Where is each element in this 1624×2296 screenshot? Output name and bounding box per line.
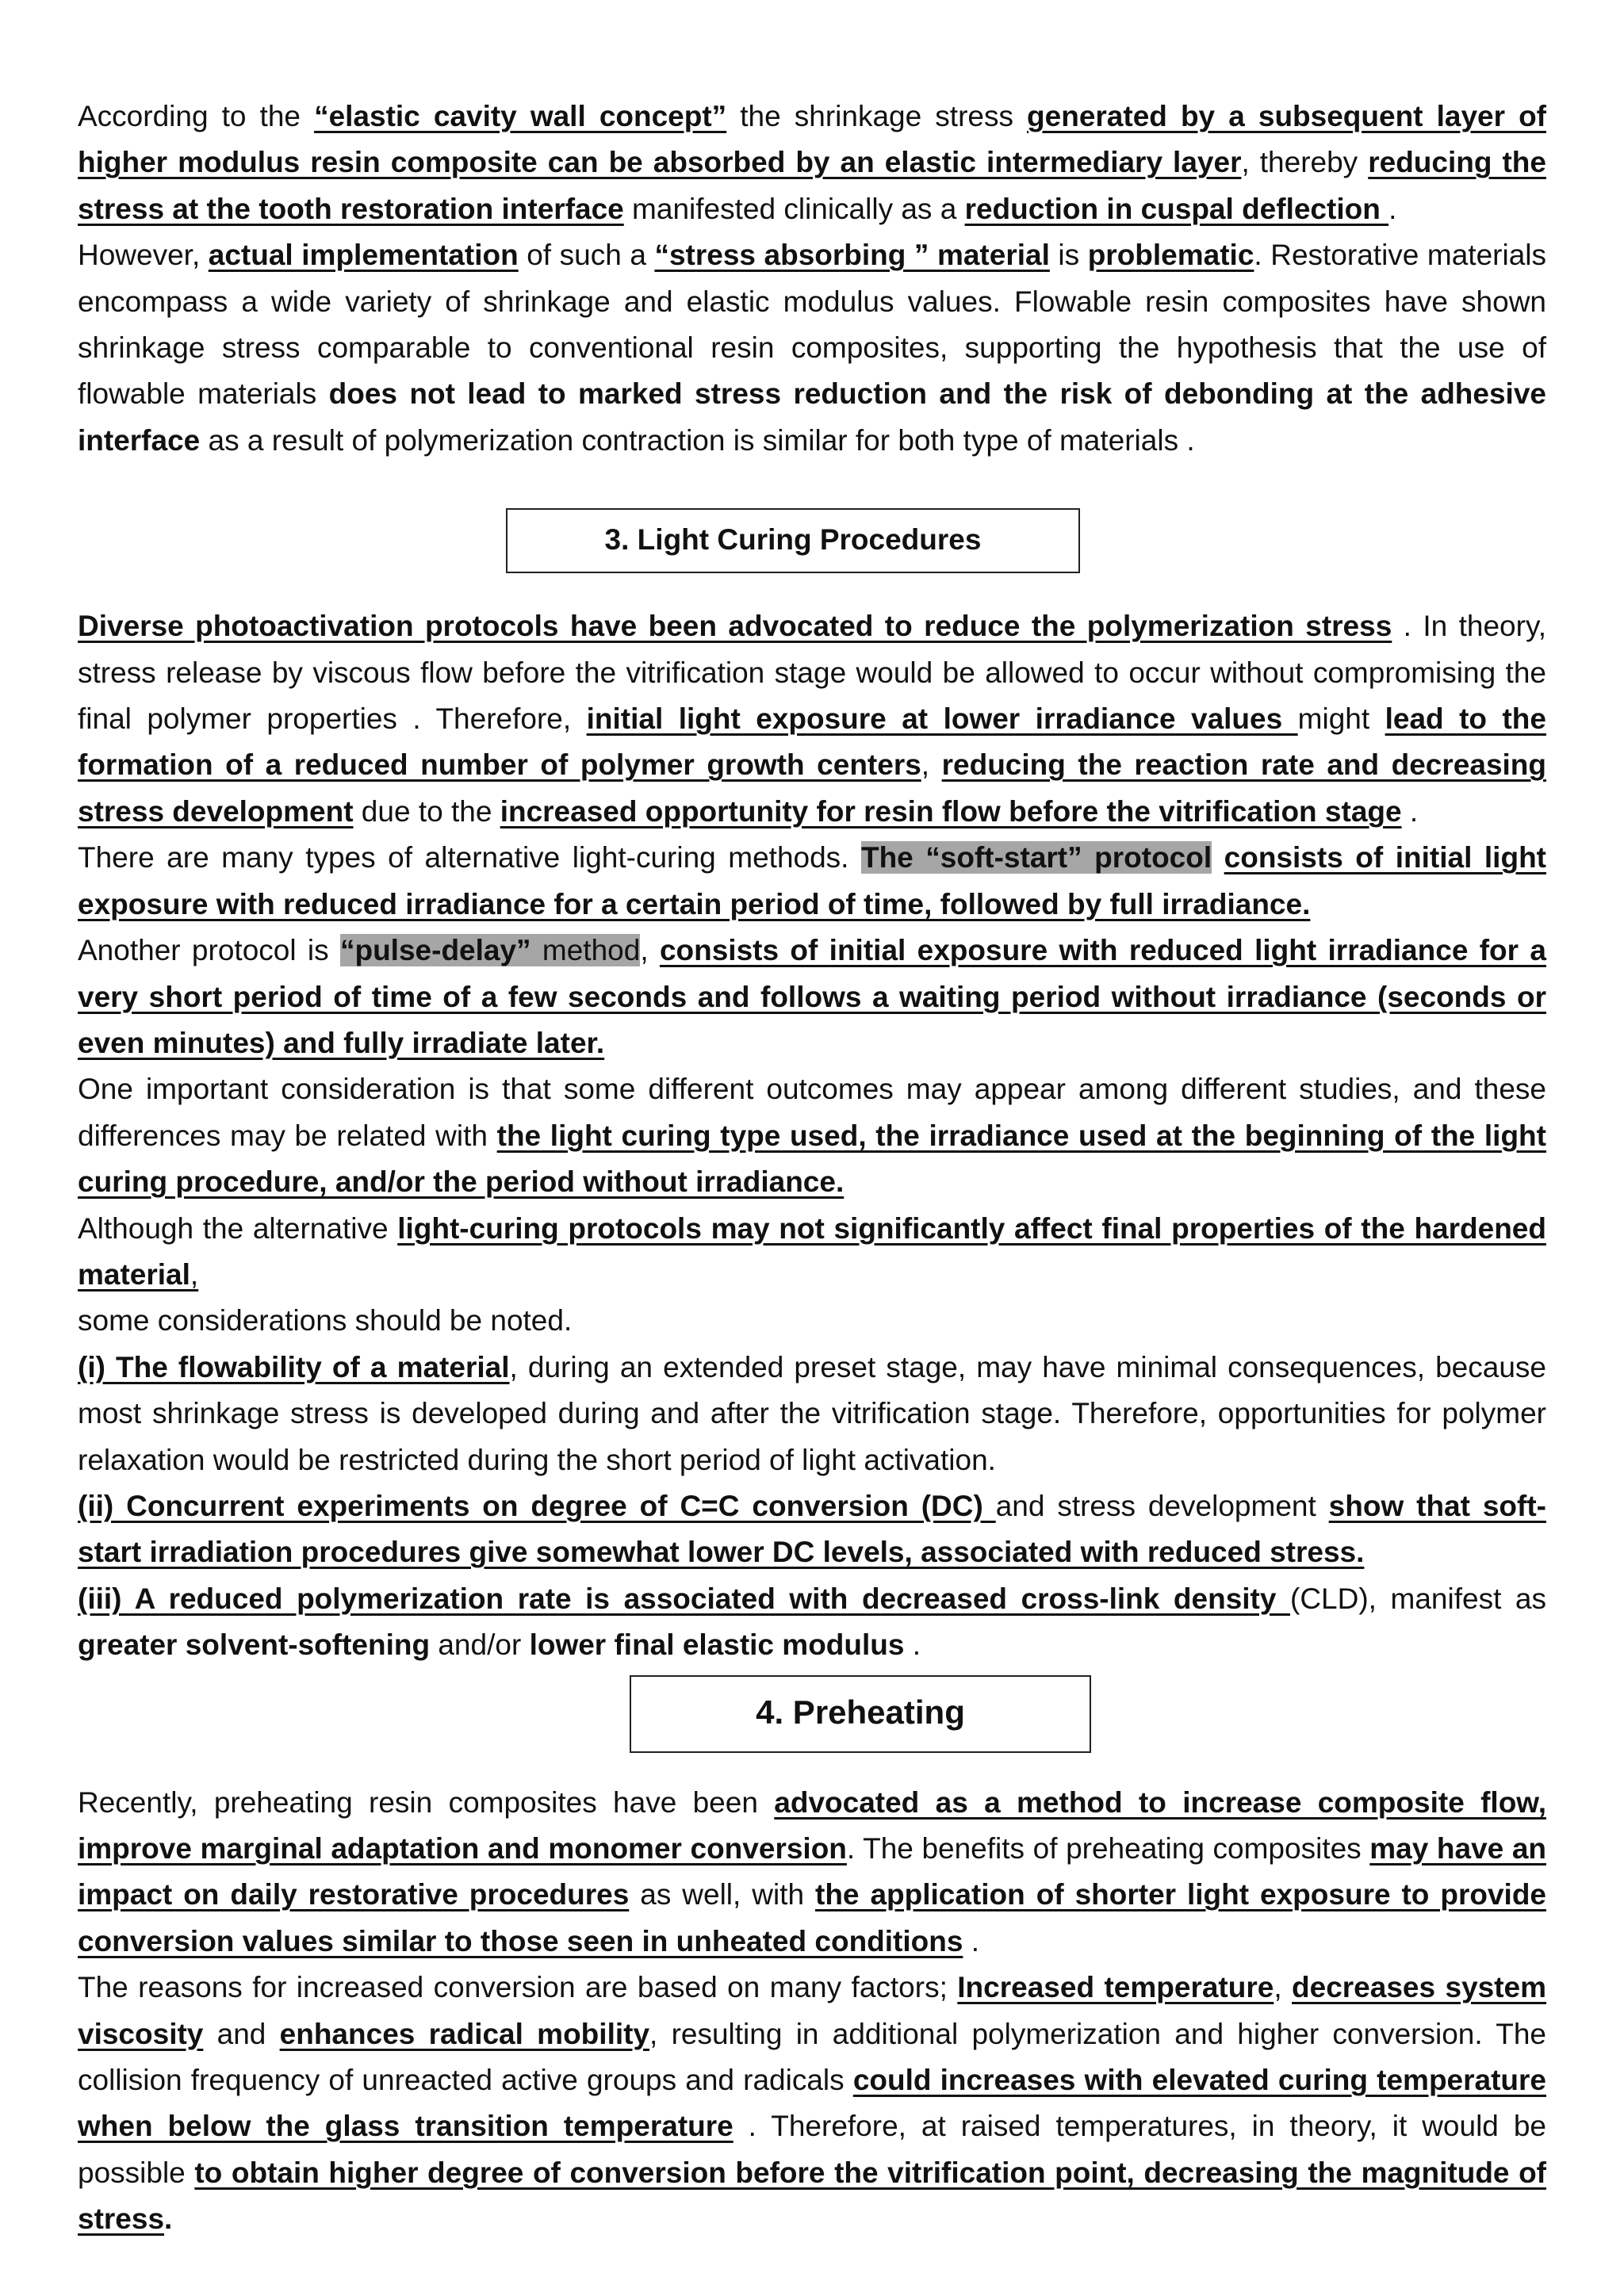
emphasis-run: generated by a subsequent layer of higher modulus resin composite can be absorbed by an elastic intermediary layer: [78, 100, 1546, 179]
light-curing-point-iii: [78, 1576, 1546, 1669]
light-curing-paragraph-1: [78, 603, 1546, 835]
text-run: ,: [921, 748, 942, 782]
text-run: ,: [640, 934, 660, 967]
emphasis-run: Increased temperature: [957, 1971, 1274, 2004]
text-run: and/or: [430, 1628, 530, 1662]
emphasis-run: decreases system viscosity: [78, 1971, 1547, 2050]
preheating-paragraph-2: [78, 1965, 1546, 2242]
emphasis-run: Diverse photoactivation protocols have been advocated to reduce the polymerization stress: [78, 610, 1392, 643]
emphasis-run: the light curing type used, the irradiance used at the beginning of the light curing procedure, and/or the period without irradiance.: [78, 1119, 1546, 1199]
light-curing-paragraph-4: [78, 1066, 1546, 1205]
text-run: .: [1401, 794, 1419, 828]
text-run: , during an extended preset stage, may have minimal consequences, because most shrinkage stress is developed during and after the vitrification stage. Therefore, opportunities for polymer relaxation would be restricted during the short period of light activation.: [78, 1350, 1546, 1476]
emphasis-run: may have an impact on daily restorative procedures: [78, 1832, 1546, 1911]
text-run: . Restorative materials encompass a wide variety of shrinkage and elastic modulus values. Flowable resin composites have shown shrinkage stress comparable to conventional resin composites, supporting the hypothesis that the use of flowable materials: [78, 239, 1546, 411]
text-run: .: [164, 2202, 173, 2236]
section-heading-light-curing: 3. Light Curing Procedures: [506, 508, 1080, 573]
text-run: , thereby: [1241, 146, 1369, 179]
text-run: , resulting in additional polymerization and higher conversion. The collision frequency of unreacted active groups and radicals: [78, 2017, 1546, 2097]
text-run: and stress development: [995, 1489, 1329, 1522]
text-run: However,: [78, 239, 209, 272]
emphasis-run: actual implementation: [208, 239, 519, 272]
text-run: Although the alternative: [78, 1211, 398, 1245]
emphasis-run: advocated as a method to increase composite flow, improve marginal adaptation and monomer conversion: [78, 1785, 1546, 1865]
light-curing-paragraph-3: [78, 928, 1546, 1066]
bold-run: greater solvent-softening: [78, 1628, 431, 1662]
emphasis-run: could increases with elevated curing temperature when below the glass transition temperature: [78, 2064, 1546, 2143]
highlighted-text: method: [530, 934, 641, 967]
emphasis-run: light-curing protocols may not significantly affect final properties of the hardened material: [78, 1211, 1546, 1291]
intro-paragraph-1: [78, 94, 1546, 232]
text-run: According to the: [78, 100, 315, 132]
emphasis-run: increased opportunity for resin flow before the vitrification stage: [500, 794, 1402, 828]
bold-run: does not lead to marked stress reduction and the risk of debonding at the adhesive interface: [78, 377, 1546, 457]
text-run: is: [1049, 239, 1088, 272]
text-run: the shrinkage stress: [726, 100, 1028, 132]
text-run: Another protocol is: [78, 934, 340, 967]
emphasis-run: reduction in cuspal deflection: [964, 192, 1389, 225]
emphasis-run: initial light exposure at lower irradiance values: [586, 702, 1298, 736]
text-run: and: [203, 2017, 280, 2050]
text-run: One important consideration is that some different outcomes may appear among different studies, and these differences may be related with: [78, 1073, 1546, 1152]
text-run: ,: [190, 1257, 199, 1291]
text-run: The reasons for increased conversion are based on many factors;: [78, 1971, 958, 2004]
bold-run: lower final elastic modulus: [529, 1628, 905, 1662]
text-run: (CLD), manifest as: [1290, 1582, 1546, 1615]
text-run: as a result of polymerization contraction is similar for both type of materials .: [200, 423, 1195, 457]
text-run: as well, with: [629, 1878, 815, 1911]
text-run: Recently, preheating resin composites have been: [78, 1785, 775, 1819]
section-heading-preheating: 4. Preheating: [630, 1675, 1091, 1753]
light-curing-paragraph-2: [78, 835, 1546, 928]
emphasis-run: problematic: [1087, 239, 1254, 272]
text-run: due to the: [353, 794, 500, 828]
light-curing-paragraph-6: some considerations should be noted.: [78, 1304, 573, 1337]
emphasis-run: to obtain higher degree of conversion before the vitrification point, decreasing the magnitude of stress: [78, 2156, 1546, 2236]
emphasis-run: the application of shorter light exposure to provide conversion values similar to those seen in unheated conditions: [78, 1878, 1546, 1957]
light-curing-point-ii: [78, 1483, 1546, 1576]
intro-paragraph-2: [78, 232, 1546, 464]
emphasis-run: (iii) A reduced polymerization rate is associated with decreased cross-link density: [78, 1582, 1291, 1615]
text-run: There are many types of alternative light-curing methods.: [78, 841, 861, 874]
emphasis-run: consists of initial light exposure with reduced irradiance for a certain period of time, followed by full irradiance.: [78, 841, 1546, 920]
emphasis-run: enhances radical mobility: [279, 2017, 650, 2050]
light-curing-point-i: [78, 1345, 1546, 1483]
text-run: [1212, 841, 1224, 874]
preheating-paragraph-1: [78, 1780, 1546, 1965]
emphasis-run: “stress absorbing ” material: [654, 239, 1050, 272]
emphasis-run: “elastic cavity wall concept”: [314, 100, 727, 132]
text-run: . The benefits of preheating composites: [846, 1832, 1370, 1865]
emphasis-run: (ii) Concurrent experiments on degree of C=C conversion (DC): [78, 1489, 996, 1522]
emphasis-run: (i) The flowability of a material: [78, 1350, 510, 1383]
highlighted-term: The “soft-start” protocol: [860, 841, 1212, 874]
light-curing-paragraph-5: [78, 1206, 1546, 1299]
emphasis-run: lead to the formation of a reduced number of polymer growth centers: [78, 702, 1546, 782]
emphasis-run: show that soft-start irradiation procedures give somewhat lower DC levels, associated with reduced stress.: [78, 1489, 1546, 1569]
text-run: of such a: [518, 239, 655, 272]
text-run: .: [904, 1628, 921, 1662]
text-run: manifested clinically as a: [623, 192, 965, 225]
text-run: .: [1388, 192, 1397, 225]
emphasis-run: consists of initial exposure with reduced light irradiance for a very short period of time of a few seconds and follows a waiting period without irradiance (seconds or even minutes) and fully irradiate later.: [78, 934, 1546, 1059]
text-run: ,: [1274, 1971, 1293, 2004]
emphasis-run: reducing the stress at the tooth restoration interface: [78, 146, 1546, 225]
highlighted-term: “pulse-delay”: [339, 934, 531, 967]
text-run: . Therefore, at raised temperatures, in theory, it would be possible: [78, 2110, 1546, 2189]
text-run: might: [1297, 702, 1385, 736]
emphasis-run: reducing the reaction rate and decreasing stress development: [78, 748, 1547, 828]
text-run: .: [963, 1924, 979, 1957]
text-run: . In theory, stress release by viscous flow before the vitrification stage would be allowed to occur without compromising the final polymer properties . Therefore,: [78, 610, 1546, 736]
document-page: [78, 94, 1546, 2243]
